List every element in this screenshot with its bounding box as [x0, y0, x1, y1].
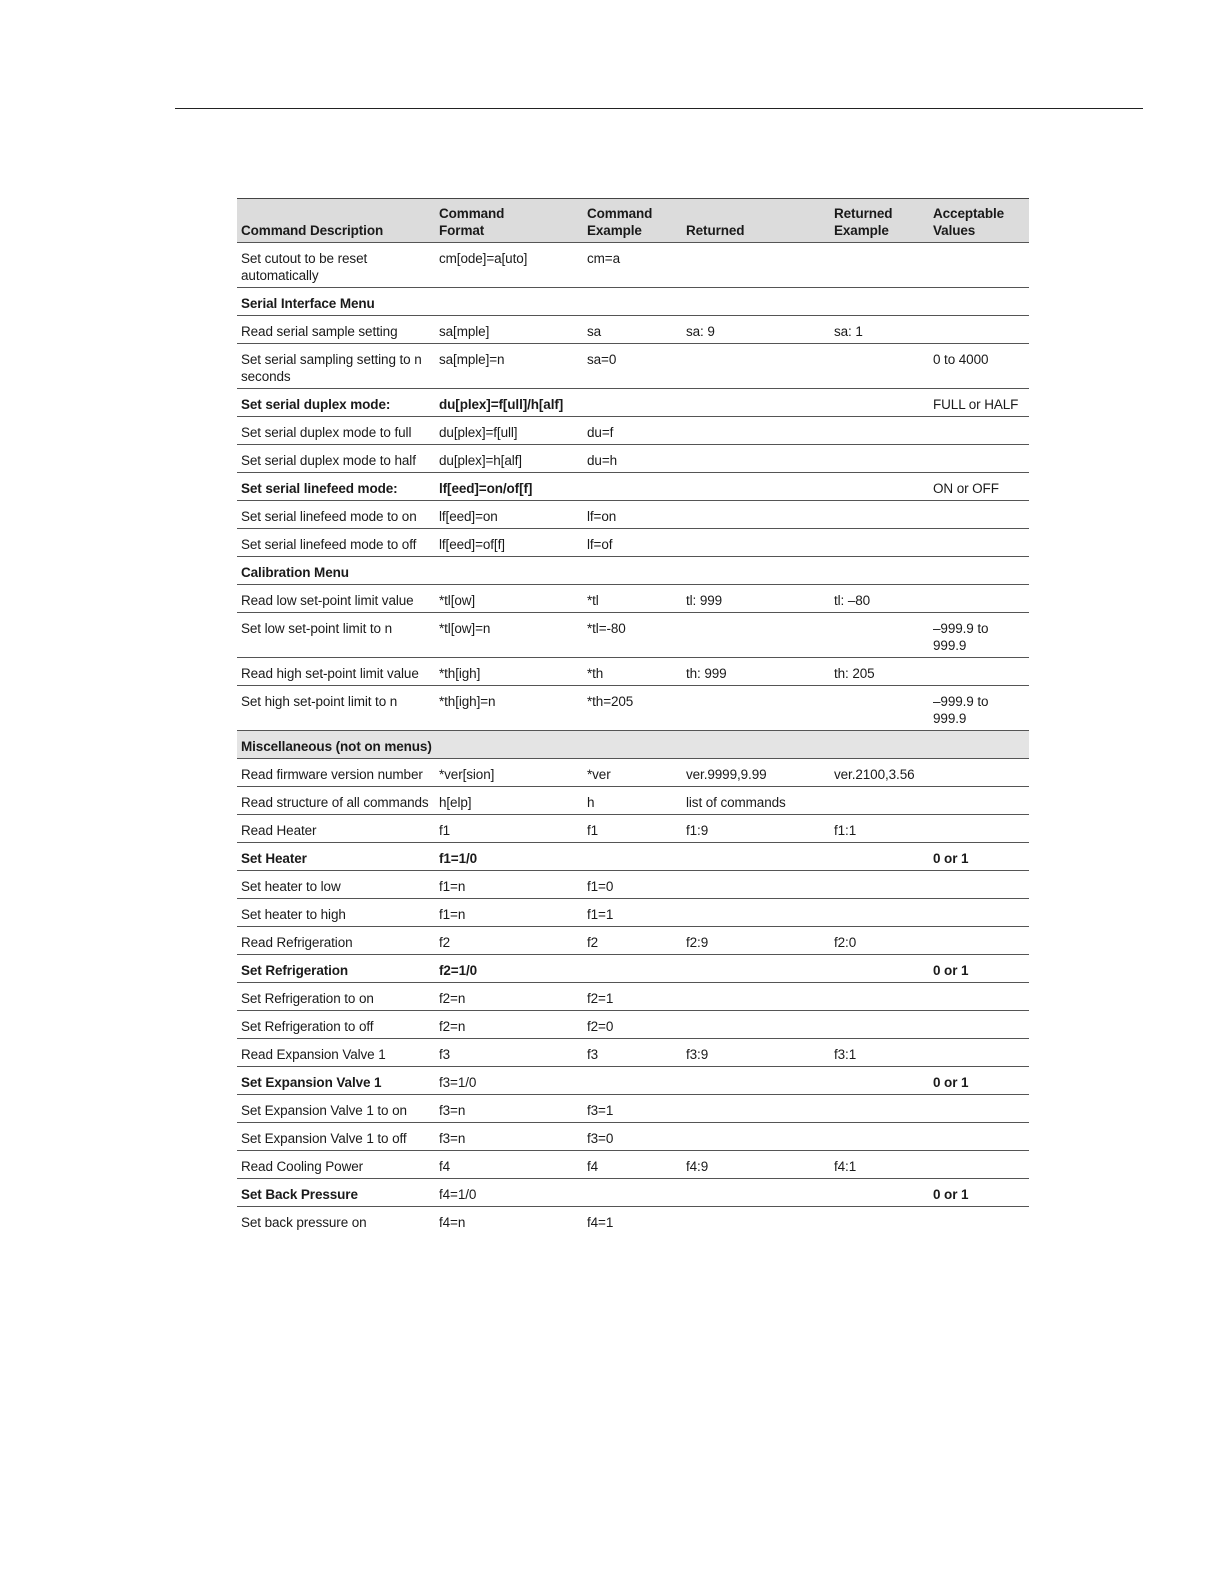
cell-returned	[682, 389, 830, 417]
section-title: Serial Interface Menu	[237, 288, 1029, 316]
cell-format: du[plex]=h[alf]	[435, 445, 583, 473]
cell-format: *ver[sion]	[435, 759, 583, 787]
cell-example: *tl=-80	[583, 613, 682, 658]
table-row	[237, 1179, 1029, 1207]
cell-description: Read Cooling Power	[237, 1151, 435, 1179]
cell-returned-example	[830, 417, 929, 445]
table-row	[237, 759, 1029, 787]
table-row	[237, 955, 1029, 983]
cell-values	[929, 529, 1029, 557]
cell-returned-example: tl: –80	[830, 585, 929, 613]
cell-returned-example	[830, 445, 929, 473]
cell-returned-example	[830, 955, 929, 983]
cell-returned	[682, 955, 830, 983]
cell-values: 0 or 1	[929, 1067, 1029, 1095]
cell-values	[929, 1207, 1029, 1235]
cell-example: f1=0	[583, 871, 682, 899]
cell-format: *tl[ow]	[435, 585, 583, 613]
cell-description: Set high set-point limit to n	[237, 686, 435, 731]
cell-values	[929, 1011, 1029, 1039]
cell-returned: list of commands	[682, 787, 830, 815]
cell-example: f4=1	[587, 1215, 614, 1230]
table-row	[237, 1067, 1029, 1095]
cell-returned-example	[830, 613, 929, 658]
cell-description: Set serial linefeed mode:	[237, 473, 435, 501]
page-header-rule	[175, 108, 1143, 109]
table-row	[237, 389, 1029, 417]
cell-values	[929, 815, 1029, 843]
cell-description: Set serial duplex mode:	[237, 389, 435, 417]
cell-values: 0 to 4000	[929, 344, 1029, 389]
cell-description: Read structure of all commands	[237, 787, 435, 815]
cell-description: Set Heater	[237, 843, 435, 871]
cell-example	[583, 389, 682, 417]
cell-values	[929, 1039, 1029, 1067]
cell-format: f4=n	[439, 1215, 466, 1230]
header-acceptable-values: Acceptable Values	[929, 199, 1029, 243]
cell-description: Set serial linefeed mode to off	[237, 529, 435, 557]
cell-values: –999.9 to 999.9	[929, 613, 1029, 658]
cell-returned	[682, 529, 830, 557]
cell-returned-example: th: 205	[830, 658, 929, 686]
cell-returned	[682, 871, 830, 899]
cell-returned	[682, 843, 830, 871]
cell-description: Set Refrigeration	[237, 955, 435, 983]
cell-values	[929, 899, 1029, 927]
cell-description: Set serial duplex mode to full	[237, 417, 435, 445]
cell-example	[583, 1067, 682, 1095]
cell-returned	[682, 473, 830, 501]
cell-returned-example	[830, 787, 929, 815]
cell-description: Set Expansion Valve 1	[237, 1067, 435, 1095]
cell-returned	[682, 899, 830, 927]
cell-returned: f2:9	[682, 927, 830, 955]
cell-description: Read firmware version number	[237, 759, 435, 787]
cell-example: *th	[583, 658, 682, 686]
cell-returned-example	[830, 1123, 929, 1151]
cell-example: f2=1	[583, 983, 682, 1011]
table-row	[237, 1151, 1029, 1179]
cell-format: *tl[ow]=n	[435, 613, 583, 658]
cell-values	[929, 759, 1029, 787]
command-table	[237, 198, 1029, 1234]
cell-returned-example: f4:1	[830, 1151, 929, 1179]
cell-description: Set low set-point limit to n	[237, 613, 435, 658]
cell-format: f4	[435, 1151, 583, 1179]
cell-returned-example	[830, 1067, 929, 1095]
cell-returned: f3:9	[682, 1039, 830, 1067]
cell-returned	[682, 613, 830, 658]
cell-returned-example	[830, 501, 929, 529]
cell-returned	[682, 243, 830, 288]
cell-format: f1	[435, 815, 583, 843]
cell-returned	[682, 1179, 830, 1207]
cell-example: f2	[583, 927, 682, 955]
cell-example: lf=on	[583, 501, 682, 529]
cell-returned-example: sa: 1	[830, 316, 929, 344]
cell-returned	[682, 1067, 830, 1095]
cell-returned-example	[830, 686, 929, 731]
cell-returned-example	[830, 389, 929, 417]
cell-format: f3	[435, 1039, 583, 1067]
header-command-example: Command Example	[583, 199, 682, 243]
cell-format: lf[eed]=of[f]	[435, 529, 583, 557]
table-row	[237, 501, 1029, 529]
cell-example: du=h	[583, 445, 682, 473]
cell-format: f2=n	[435, 983, 583, 1011]
cell-values	[929, 501, 1029, 529]
cell-returned-example	[830, 243, 929, 288]
table-row	[237, 344, 1029, 389]
cell-returned	[682, 1095, 830, 1123]
cell-values	[929, 417, 1029, 445]
cell-format: f4=1/0	[435, 1179, 583, 1207]
cell-values	[929, 871, 1029, 899]
cell-format: f1=n	[435, 871, 583, 899]
cell-example: *th=205	[583, 686, 682, 731]
table-row	[237, 787, 1029, 815]
header-returned: Returned	[682, 199, 830, 243]
header-command-description: Command Description	[237, 199, 435, 243]
table-row	[237, 1207, 1029, 1235]
cell-example: cm=a	[583, 243, 682, 288]
table-row	[237, 1039, 1029, 1067]
cell-format: f1=1/0	[435, 843, 583, 871]
cell-example	[583, 955, 682, 983]
table-row	[237, 445, 1029, 473]
cell-format: f3=1/0	[435, 1067, 583, 1095]
cell-example: *ver	[583, 759, 682, 787]
table-row	[237, 843, 1029, 871]
table-row	[237, 613, 1029, 658]
cell-returned	[682, 983, 830, 1011]
cell-returned: tl: 999	[682, 585, 830, 613]
cell-example: f1=1	[583, 899, 682, 927]
cell-example: sa	[583, 316, 682, 344]
cell-description: Set heater to high	[237, 899, 435, 927]
cell-returned-example	[830, 871, 929, 899]
cell-example: du=f	[583, 417, 682, 445]
cell-returned-example	[830, 344, 929, 389]
cell-description: Set heater to low	[237, 871, 435, 899]
cell-returned-example	[830, 1095, 929, 1123]
cell-description: Set Expansion Valve 1 to on	[237, 1095, 435, 1123]
cell-format: lf[eed]=on	[435, 501, 583, 529]
cell-returned	[682, 501, 830, 529]
cell-format: f2=n	[435, 1011, 583, 1039]
cell-returned-example	[830, 1011, 929, 1039]
cell-example: f3	[583, 1039, 682, 1067]
cell-values	[929, 445, 1029, 473]
cell-format: cm[ode]=a[uto]	[435, 243, 583, 288]
cell-description: Set Expansion Valve 1 to off	[237, 1123, 435, 1151]
cell-description: Set cutout to be reset automatically	[237, 243, 435, 288]
table-row	[237, 1123, 1029, 1151]
cell-format: f3=n	[435, 1123, 583, 1151]
cell-returned	[682, 1011, 830, 1039]
cell-format: lf[eed]=on/of[f]	[435, 473, 583, 501]
cell-values: 0 or 1	[929, 1179, 1029, 1207]
cell-values	[929, 316, 1029, 344]
table-header-row	[237, 199, 1029, 243]
cell-description: Set serial sampling setting to n seconds	[237, 344, 435, 389]
cell-format: sa[mple]	[435, 316, 583, 344]
cell-format: f2=1/0	[435, 955, 583, 983]
table-row	[237, 473, 1029, 501]
cell-values	[929, 1123, 1029, 1151]
table-row	[237, 1011, 1029, 1039]
table-row	[237, 417, 1029, 445]
cell-example: f4	[583, 1151, 682, 1179]
cell-example: sa=0	[583, 344, 682, 389]
cell-format: du[plex]=f[ull]/h[alf]	[435, 389, 583, 417]
cell-returned-example	[830, 843, 929, 871]
table-row	[237, 927, 1029, 955]
cell-returned: sa: 9	[682, 316, 830, 344]
cell-example: f3=1	[583, 1095, 682, 1123]
table-row	[237, 871, 1029, 899]
section-row	[237, 288, 1029, 316]
cell-returned	[682, 417, 830, 445]
cell-returned-example	[830, 1207, 929, 1235]
cell-returned-example	[830, 473, 929, 501]
cell-returned-example: ver.2100,3.56	[830, 759, 929, 787]
table-row	[237, 316, 1029, 344]
cell-description: Read serial sample setting	[237, 316, 435, 344]
cell-values	[929, 927, 1029, 955]
cell-values: 0 or 1	[929, 843, 1029, 871]
cell-returned: f1:9	[682, 815, 830, 843]
table-row	[237, 899, 1029, 927]
cell-description: Set serial duplex mode to half	[237, 445, 435, 473]
cell-values	[929, 658, 1029, 686]
cell-values	[929, 983, 1029, 1011]
header-returned-example: Returned Example	[830, 199, 929, 243]
cell-values	[929, 1095, 1029, 1123]
table-row	[237, 815, 1029, 843]
cell-returned: th: 999	[682, 658, 830, 686]
cell-description: Read Expansion Valve 1	[237, 1039, 435, 1067]
cell-example: f1	[583, 815, 682, 843]
cell-values: 0 or 1	[929, 955, 1029, 983]
cell-description: Set Back Pressure	[237, 1179, 435, 1207]
cell-returned	[682, 344, 830, 389]
cell-values	[929, 787, 1029, 815]
cell-returned-example	[830, 983, 929, 1011]
cell-example: f2=0	[583, 1011, 682, 1039]
cell-description: Read Refrigeration	[237, 927, 435, 955]
cell-values: FULL or HALF	[929, 389, 1029, 417]
table-row	[237, 658, 1029, 686]
cell-description: Read low set-point limit value	[237, 585, 435, 613]
table-row	[237, 243, 1029, 288]
cell-values: –999.9 to 999.9	[929, 686, 1029, 731]
cell-format: du[plex]=f[ull]	[435, 417, 583, 445]
cell-returned-example	[830, 529, 929, 557]
section-title: Miscellaneous (not on menus)	[237, 731, 1029, 759]
table-row	[237, 585, 1029, 613]
cell-format: f3=n	[435, 1095, 583, 1123]
cell-example	[583, 473, 682, 501]
cell-format: sa[mple]=n	[435, 344, 583, 389]
cell-returned-example: f3:1	[830, 1039, 929, 1067]
cell-description: Set Refrigeration to off	[237, 1011, 435, 1039]
cell-description: Set back pressure on	[241, 1215, 367, 1230]
section-row	[237, 557, 1029, 585]
cell-description: Set serial linefeed mode to on	[237, 501, 435, 529]
cell-values	[929, 243, 1029, 288]
cell-example: *tl	[583, 585, 682, 613]
cell-returned-example	[830, 1179, 929, 1207]
table-row	[237, 1095, 1029, 1123]
section-title: Calibration Menu	[237, 557, 1029, 585]
table-row	[237, 686, 1029, 731]
cell-returned-example: f2:0	[830, 927, 929, 955]
cell-returned	[682, 1207, 830, 1235]
cell-example: f3=0	[583, 1123, 682, 1151]
cell-format: *th[igh]=n	[435, 686, 583, 731]
cell-returned	[682, 1123, 830, 1151]
cell-example: h	[583, 787, 682, 815]
cell-returned-example	[830, 899, 929, 927]
cell-format: *th[igh]	[435, 658, 583, 686]
cell-format: h[elp]	[435, 787, 583, 815]
cell-returned	[682, 686, 830, 731]
cell-description: Read high set-point limit value	[237, 658, 435, 686]
cell-returned: f4:9	[682, 1151, 830, 1179]
table-row	[237, 529, 1029, 557]
cell-format: f2	[435, 927, 583, 955]
cell-returned: ver.9999,9.99	[682, 759, 830, 787]
table-row	[237, 983, 1029, 1011]
cell-format: f1=n	[435, 899, 583, 927]
cell-returned	[682, 445, 830, 473]
cell-example	[583, 843, 682, 871]
header-command-format: Command Format	[435, 199, 583, 243]
cell-values	[929, 585, 1029, 613]
cell-description: Set Refrigeration to on	[237, 983, 435, 1011]
cell-returned-example: f1:1	[830, 815, 929, 843]
cell-example: lf=of	[583, 529, 682, 557]
cell-values	[929, 1151, 1029, 1179]
section-row	[237, 731, 1029, 759]
cell-description: Read Heater	[237, 815, 435, 843]
cell-example	[583, 1179, 682, 1207]
cell-values: ON or OFF	[929, 473, 1029, 501]
